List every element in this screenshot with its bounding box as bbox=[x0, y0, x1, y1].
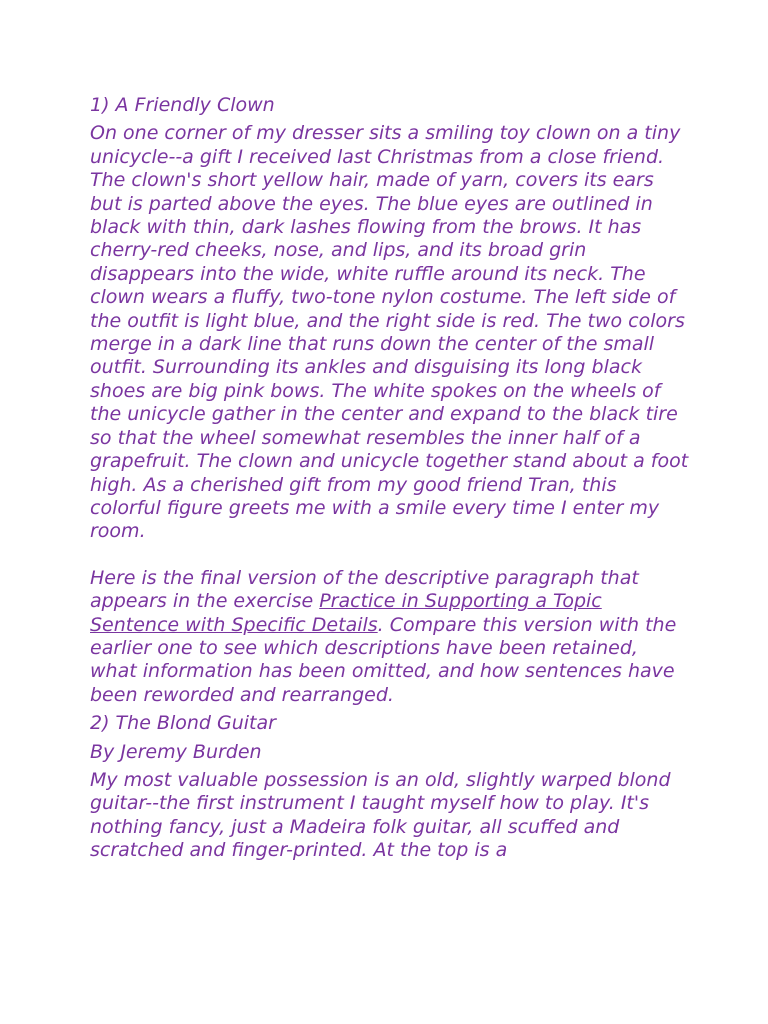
section-1-title: 1) A Friendly Clown bbox=[90, 94, 275, 116]
section-2-paragraph: My most valuable possession is an old, slightly warped blond guitar--the first instrument I taught myself how to play. It's nothing fancy, just a Madeira folk guitar, all scuffed and scratched and finger-printed. At the top is a bbox=[90, 768, 671, 862]
document-page bbox=[90, 94, 690, 863]
section-2-byline: By Jeremy Burden bbox=[90, 740, 262, 763]
section-1-paragraph: On one corner of my dresser sits a smiling toy clown on a tiny unicycle--a gift I received last Christmas from a close friend. The clown's short yellow hair, made of yarn, covers its ears but is parted above the eyes. The blue eyes are outlined in black with thin, dark lashes flowing from the brows. It has cherry-red cheeks, nose, and lips, and its broad grin disappears into the wide, white ruffle around its neck. The clown wears a fluffy, two-tone nylon costume. The left side of the outfit is light blue, and the right side is red. The two colors merge in a dark line that runs down the center of the small outfit. Surrounding its ankles and disguising its long black shoes are big pink bows. The white spokes on the wheels of the unicycle gather in the center and expand to the black tire so that the wheel somewhat resembles the inner half of a grapefruit. The clown and unicycle together stand about a foot high. As a cherished gift from my good friend Tran, this colorful figure greets me with a smile every time I enter my room. bbox=[90, 122, 689, 543]
intro-paragraph bbox=[90, 567, 690, 707]
intro-text-after: . Compare this version with the earlier one to see which descriptions have been retained, what information has been omitted, and how sentences have been reworded and rearranged. bbox=[90, 613, 677, 706]
paragraph-spacer bbox=[90, 544, 690, 567]
intro-text-before: Here is the final version of the descriptive paragraph that appears in the exercise bbox=[90, 566, 639, 613]
section-2-title: 2) The Blond Guitar bbox=[90, 712, 276, 735]
exercise-link[interactable]: Practice in Supporting a Topic Sentence with Specific Details bbox=[90, 590, 602, 636]
